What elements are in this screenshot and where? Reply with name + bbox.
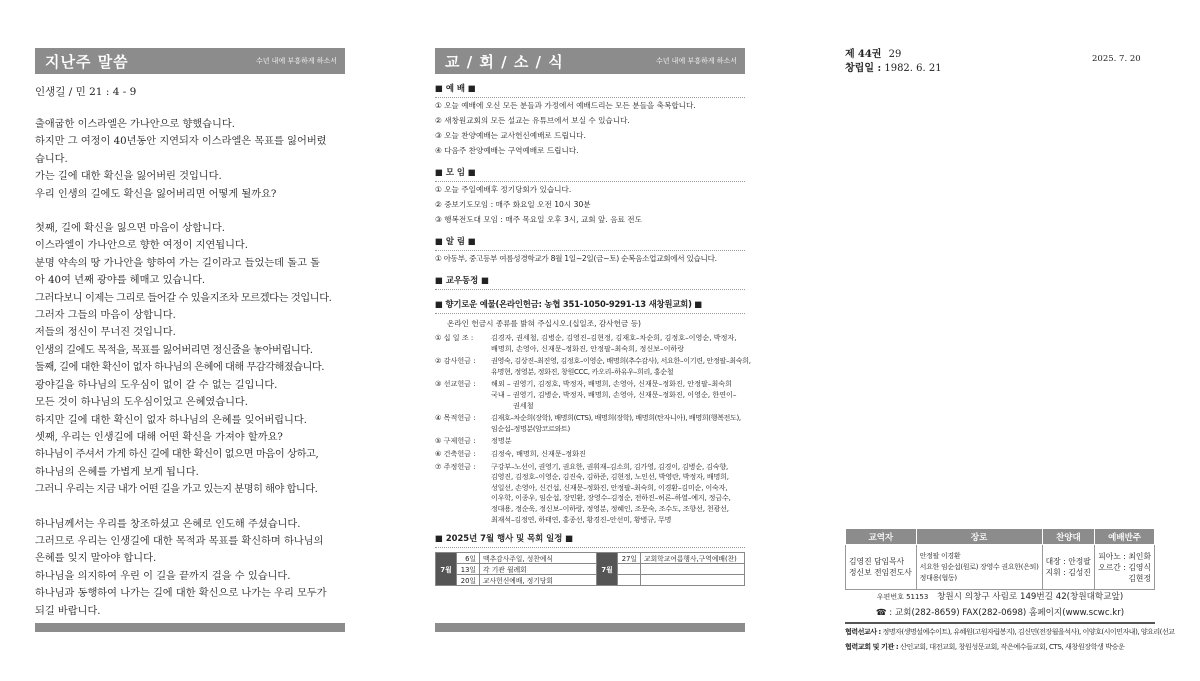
sermon-line: 모든 것이 하나님의 도우심이었고 은혜였습니다. [35, 397, 249, 409]
sermon-line: 하나님의 은혜를 가볍게 보게 됩니다. [35, 466, 199, 478]
street-address: 창원시 의창구 사림로 149번길 42(창원대학교앞) [937, 592, 1124, 602]
elders-cell [916, 545, 1042, 590]
col-header: 장로 [916, 529, 1042, 545]
schedule-event [641, 564, 745, 575]
list-item: ② 새창원교회의 모든 설교는 유튜브에서 보실 수 있습니다. [435, 116, 630, 125]
list-item: ④ 다음주 찬양예배는 구역예배로 드립니다. [435, 146, 579, 155]
sermon-paragraph [35, 516, 345, 620]
sermon-line: 분명 약속의 땅 가나안을 향하여 가는 길이라고 들었는데 돌고 돌 [35, 257, 321, 269]
table-row [436, 564, 745, 575]
schedule-day: 13일 [457, 564, 480, 575]
offering-line: 해외 – 권영기, 김정호, 박정자, 배명희, 손영아, 신재문–정화진, 안정팔–최숙희 [491, 379, 732, 389]
accomp-line: 피아노 : 최인화 [1098, 551, 1151, 561]
founded-date [845, 62, 1155, 76]
pastors-cell [846, 545, 917, 590]
list-item: ① 오늘 주일예배후 정기당회가 있습니다. [435, 185, 572, 194]
sermon-line: 그러자 그들의 마음이 상합니다. [35, 310, 176, 322]
offering-names [491, 449, 745, 460]
sermon-line: 우리 인생의 길에도 확신을 잃어버리면 어떻게 될까요? [35, 188, 277, 200]
schedule-section-title: ■ 2025년 7월 행사 및 목회 일정 ■ [435, 532, 745, 548]
offering-line: 구강부–노선이, 권영기, 권요한, 권휘재–김소희, 김가영, 김경이, 김병순, 김숙향, [491, 461, 729, 471]
offering-line: 국내 – 권영기, 김병순, 박정자, 배명희, 손영아, 신재문–정화진, 이영순, 한연이– [491, 389, 737, 399]
schedule-month: 7월 [597, 553, 618, 586]
schedule-month: 7월 [436, 553, 457, 586]
choir-cell [1042, 545, 1095, 590]
church-contact: ☎ : 교회(282-8659) FAX(282-0698) 홈페이지(www.scwc.kr) [875, 608, 1125, 618]
offering-label: ③ 선교헌금 : [435, 379, 476, 389]
pastor-name: 김영진 담임목사 [849, 557, 905, 566]
offering-names [491, 413, 745, 434]
sermon-subtitle: 수년 내에 부흥하게 하소서 [255, 57, 337, 65]
offering-section-title: ■ 향기로운 예물(온라인헌금: 농협 351-1050-9291-13 새창원교회) ■ [435, 298, 745, 314]
sermon-line: 출애굽한 이스라엘은 가나안으로 향했습니다. [35, 119, 235, 130]
offering-row [435, 333, 745, 354]
meeting-list [435, 182, 745, 227]
sermon-column [35, 48, 345, 620]
schedule-day: 20일 [457, 575, 480, 586]
issue-no: 29 [888, 49, 902, 60]
offering-names [491, 436, 745, 447]
sermon-line: 하나님께서는 우리를 창조하셨고 은혜로 인도해 주셨습니다. [35, 518, 301, 530]
offering-line: 최재석–김정연, 하태연, 홍종선, 황경진–안선미, 황병규, 무명 [491, 514, 672, 524]
offering-line: 김재호–차순희(장학), 배명희(CTS), 배명희(장학), 배명희(탄자니아), 배명희(행복전도), [491, 413, 741, 423]
schedule-day [618, 575, 641, 586]
list-item: ① 아동부, 중고등부 여름성경학교가 8월 1일~2일(금~토) 순복음소업교회에서 있습니다. [435, 254, 717, 263]
sermon-line: 은혜를 잊지 말아야 합니다. [35, 553, 157, 565]
offering-names [491, 333, 745, 354]
sermon-line: 하나님이 주셔서 가게 하신 길에 대한 확신이 없으면 마음이 상하고, [35, 449, 319, 461]
offering-line: 김영진, 김정호–이영순, 김진숙, 김하준, 김현정, 노인선, 박영란, 박정자, 배명희, [491, 472, 729, 482]
coop-church-names: 산인교회, 대전교회, 창원성문교회, 작은예수들교회, CTS, 새창원장학생 박승운 [900, 642, 1125, 651]
offering-row [435, 413, 745, 434]
table-row [846, 545, 1155, 590]
news-column [435, 48, 751, 586]
table-row [436, 575, 745, 586]
duty-table [845, 528, 1155, 590]
coop-church-label: 협력교회 및 기관 : [845, 642, 899, 651]
pastor-name: 정신보 전임전도사 [849, 568, 912, 577]
elder-line: 서요한 임순섭(원로) 장영수 권요한(은퇴) [919, 562, 1039, 571]
sermon-line: 하나님과 동행하여 나가는 길에 대한 확신으로 나가는 우리 모두가 [35, 588, 327, 600]
issue-volume: 44권 [857, 49, 882, 60]
offering-line: 정대용, 정순욱, 정신보–이하랑, 정영분, 정혜인, 조문숙, 조수도, 조향선, 천광선, [491, 503, 729, 513]
sermon-header [35, 48, 345, 74]
offering-label: ⑥ 건축헌금 : [435, 448, 476, 458]
sermon-line: 습니다. [35, 153, 68, 165]
table-row [436, 553, 745, 564]
divider [845, 622, 1155, 624]
sermon-line: 하나님을 의지하여 우린 이 길을 끝까지 걸을 수 있습니다. [35, 570, 291, 582]
sermon-line: 이스라엘이 가나안으로 향한 여정이 지연됩니다. [35, 240, 249, 252]
coop-churches [845, 642, 1155, 652]
offering-line: 이우학, 이종우, 임순섭, 장민환, 장영수–김정순, 전하진–허론–하열–예지, 정금수, [491, 493, 731, 503]
offering-row [435, 462, 745, 526]
offering-intro: 온라인 헌금시 종류를 밝혀 주십시오.(십일조, 감사헌금 등) [447, 319, 641, 328]
offering-line: 김정숙, 배명희, 신재문–정화진 [491, 448, 586, 458]
schedule-event: 맥추감사주일, 성찬예식 [480, 553, 597, 564]
offering-line: 성일선, 손영아, 신건섭, 신재문–정화진, 안정팔–최숙희, 이경환–김미순, 이숙자, [491, 482, 728, 492]
accomp-line: 김현정 [1128, 573, 1151, 583]
sermon-line: 인생의 길에도 목적을, 목표를 잃어버리면 정신줄을 놓아버립니다. [35, 344, 313, 356]
schedule-day: 6일 [457, 553, 480, 564]
table-row [846, 529, 1155, 545]
offering-row [435, 436, 745, 447]
schedule-event: 교회학교여름행사,구역예배(찬) [641, 553, 745, 564]
list-item: ③ 오늘 찬양예배는 교사헌신예배로 드립니다. [435, 131, 586, 140]
bulletin-date: 2025. 7. 20 [1092, 54, 1141, 64]
schedule-event: 교사헌신예배, 정기당회 [480, 575, 597, 586]
sermon-line: 저들의 정신이 무너진 것입니다. [35, 327, 176, 339]
offering-line: 권영숙, 김상진–최진영, 김정호–이영순, 배명희(추수감사), 서요한–이기련, 안정팔–최숙희, [491, 356, 751, 366]
sermon-line: 아 40여 년째 광야를 헤매고 있습니다. [35, 275, 206, 287]
schedule-table [435, 552, 745, 586]
offering-label: ② 감사헌금 : [435, 356, 476, 366]
news-footer-bar [435, 623, 745, 632]
sermon-line: 첫째, 길에 확신을 잃으면 마음이 상합니다. [35, 223, 225, 235]
postal-code: 우편번호 51153 [876, 593, 929, 601]
sermon-line: 그러므로 우리는 인생길에 대한 목적과 목표를 확신하며 하나님의 [35, 535, 324, 547]
offering-label: ④ 목적헌금 : [435, 413, 476, 423]
coop-missionary-names: 정명자(생명설예수이트), 유혜원(고원자립봉지), 김신민(전장월을석사), 이양호(시이민자내), 양요리(선교 [882, 627, 1175, 636]
sermon-line: 그러다보니 이제는 그리로 들어갈 수 있을지조차 모르겠다는 것입니다. [35, 292, 332, 304]
offering-row [435, 379, 745, 411]
sermon-footer-bar [35, 623, 345, 632]
offering-names [491, 356, 751, 377]
sermon-paragraph [35, 220, 345, 499]
offering-label: ① 십 일 조 : [435, 333, 474, 342]
coop-missionary-label: 협력선교사 : [845, 627, 881, 636]
sermon-line: 그러니 우리는 지금 내가 어떤 길을 가고 있는지 분명히 해야 합니다. [35, 484, 318, 496]
offering-label: ⑤ 구제헌금 : [435, 436, 476, 446]
list-item: ② 중보기도모임 : 매주 화요일 오전 10시 30분 [435, 200, 591, 209]
sermon-paragraph [35, 116, 345, 203]
elder-line: 정대용(협동) [919, 573, 957, 582]
col-header: 교역자 [846, 529, 917, 545]
notice-section-title: ■ 알 림 ■ [435, 235, 745, 251]
sermon-line: 하지만 그 여정이 40년동안 지연되자 이스라엘은 목표를 잃어버렸 [35, 136, 327, 148]
news-subtitle: 수년 내에 부흥하게 하소서 [655, 57, 737, 65]
offering-line: 임순섭–정명분(암코르와트) [491, 423, 570, 433]
meeting-section-title: ■ 모 임 ■ [435, 166, 745, 182]
scripture-reference: 인생길 / 민 21 : 4 - 9 [35, 86, 137, 98]
sermon-line: 가는 길에 대한 확신을 잃어버린 것입니다. [35, 171, 222, 183]
coop-missionaries [845, 627, 1175, 637]
founded-value: 1982. 6. 21 [884, 63, 942, 74]
offering-names [491, 379, 745, 411]
offering-line: 유명현, 정영분, 정화진, 창원CCC, 카오리–하유우–희리, 홍순철 [491, 366, 674, 376]
list-item: ① 오늘 예배에 오신 모든 분들과 가정에서 예배드리는 모든 분들을 축복합니다. [435, 101, 696, 110]
news-title: 교 / 회 / 소 / 식 [445, 52, 564, 71]
offering-line: 김경자, 권세철, 김병순, 김영진–김현정, 김재호–차순희, 김정호–이영순, 박정자, [491, 333, 737, 342]
sermon-line: 광야길을 하나님의 도우심이 없이 갈 수 없는 길입니다. [35, 379, 278, 391]
sermon-title: 지난주 말씀 [45, 52, 129, 71]
offering-row [435, 449, 745, 460]
worship-section-title: ■ 예 배 ■ [435, 82, 745, 98]
elder-line: 안정팔 이경환 [919, 551, 961, 560]
accomp-cell [1095, 545, 1155, 590]
church-address [845, 590, 1155, 602]
list-item: ③ 행복전도대 모임 : 매주 목요일 오후 3시, 교회 앞. 음료 전도 [435, 215, 642, 224]
schedule-event: 각 기관 월례회 [480, 564, 597, 575]
choir-line: 대장 : 안정팔 [1045, 557, 1091, 566]
schedule-day: 27일 [618, 553, 641, 564]
accomp-line: 오르간 : 김영식 [1098, 562, 1151, 572]
schedule-day [618, 564, 641, 575]
sermon-line: 하지만 길에 대한 확신이 없자 하나님의 은혜를 잊어버립니다. [35, 414, 307, 426]
sermon-line: 둘째, 길에 대한 확신이 없자 하나님의 은혜에 대해 무감각해졌습니다. [35, 362, 324, 374]
col-header: 예배반주 [1095, 529, 1155, 545]
staff-section-title: ■ 교우동정 ■ [435, 274, 745, 290]
offering-names [491, 462, 745, 526]
news-header [435, 48, 745, 74]
offering-row [435, 356, 751, 377]
col-header: 찬양대 [1042, 529, 1095, 545]
worship-list [435, 98, 745, 158]
offering-line: 권세철 [513, 400, 534, 410]
offering-line: 배명희, 손영아, 신재문–정화진, 안정팔–최숙희, 정신보–이하랑 [491, 343, 685, 353]
founded-label: 창립일 : [845, 63, 882, 74]
schedule-event [641, 575, 745, 586]
offering-line: 정명분 [491, 436, 512, 446]
offering-label: ⑦ 주정헌금 : [435, 461, 476, 471]
issue-label: 제 [845, 49, 855, 60]
choir-line: 지휘 : 김성진 [1045, 568, 1091, 577]
sermon-line: 되길 바랍니다. [35, 605, 101, 617]
sermon-line: 셋째, 우리는 인생길에 대해 어떤 확신을 가져야 할까요? [35, 431, 283, 443]
